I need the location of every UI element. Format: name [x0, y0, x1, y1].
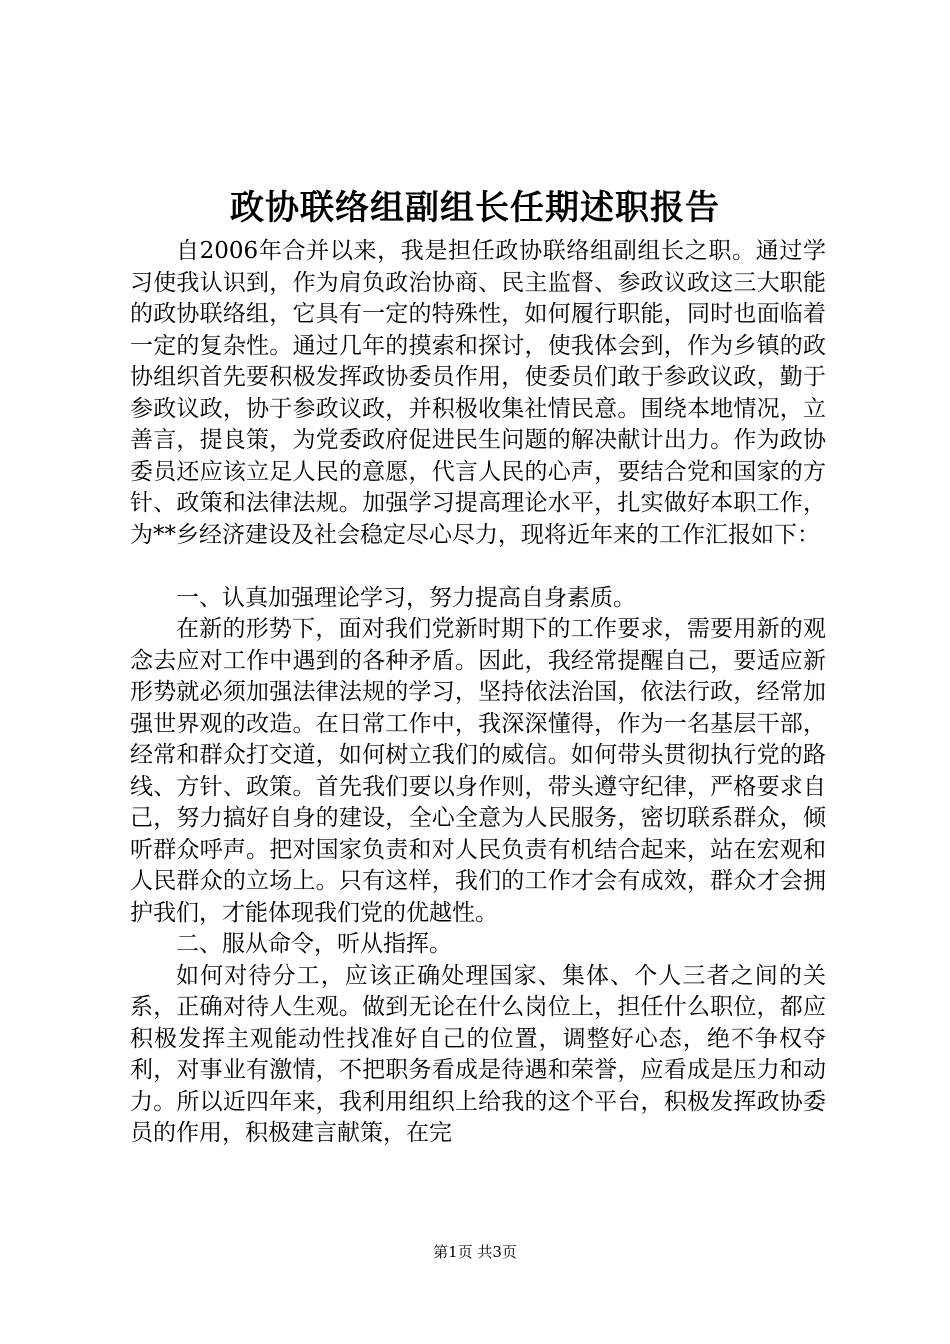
page-footer: 第1页 共3页	[433, 1243, 517, 1261]
document-body	[130, 236, 826, 1150]
section-1-paragraph: 在新的形势下，面对我们党新时期下的工作要求，需要用新的观念去应对工作中遇到的各种矛盾。因此，我经常提醒自己，要适应新形势就必须加强法律法规的学习，坚持依法治国，依法行政，经常加强世界观的改造。在日常工作中，我深深懂得，作为一名基层干部，经常和群众打交道，如何树立我们的威信。如何带头贯彻执行党的路线、方针、政策。首先我们要以身作则，带头遵守纪律，严格要求自己，努力搞好自身的建设，全心全意为人民服务，密切联系群众，倾听群众呼声。把对国家负责和对人民负责有机结合起来，站在宏观和人民群众的立场上。只有这样，我们的工作才会有成效，群众才会拥护我们，才能体现我们党的优越性。	[130, 616, 826, 926]
intro-paragraph: 自2006年合并以来，我是担任政协联络组副组长之职。通过学习使我认识到，作为肩负政治协商、民主监督、参政议政这三大职能的政协联络组，它具有一定的特殊性，如何履行职能，同时也面临着一定的复杂性。通过几年的摸索和探讨，使我体会到，作为乡镇的政协组织首先要积极发挥政协委员作用，使委员们敢于参政议政，勤于参政议政，协于参政议政，并积极收集社情民意。围绕本地情况，立善言，提良策，为党委政府促进民生问题的解决献计出力。作为政协委员还应该立足人民的意愿，代言人民的心声，要结合党和国家的方针、政策和法律法规。加强学习提高理论水平，扎实做好本职工作，为**乡经济建设及社会稳定尽心尽力，现将近年来的工作汇报如下：	[130, 238, 826, 548]
section-2-paragraph: 如何对待分工，应该正确处理国家、集体、个人三者之间的关系，正确对待人生观。做到无论在什么岗位上，担任什么职位，都应积极发挥主观能动性找准好自己的位置，调整好心态，绝不争权夺利，对事业有激情，不把职务看成是待遇和荣誉，应看成是压力和动力。所以近四年来，我利用组织上给我的这个平台，积极发挥政协委员的作用，积极建言献策，在完	[130, 962, 826, 1146]
document-title: 政协联络组副组长任期述职报告	[230, 188, 720, 228]
section-heading-2: 二、服从命令，听从指挥。	[176, 931, 452, 957]
section-heading-1: 一、认真加强理论学习，努力提高自身素质。	[176, 584, 636, 611]
paragraph-spacer	[130, 551, 826, 583]
